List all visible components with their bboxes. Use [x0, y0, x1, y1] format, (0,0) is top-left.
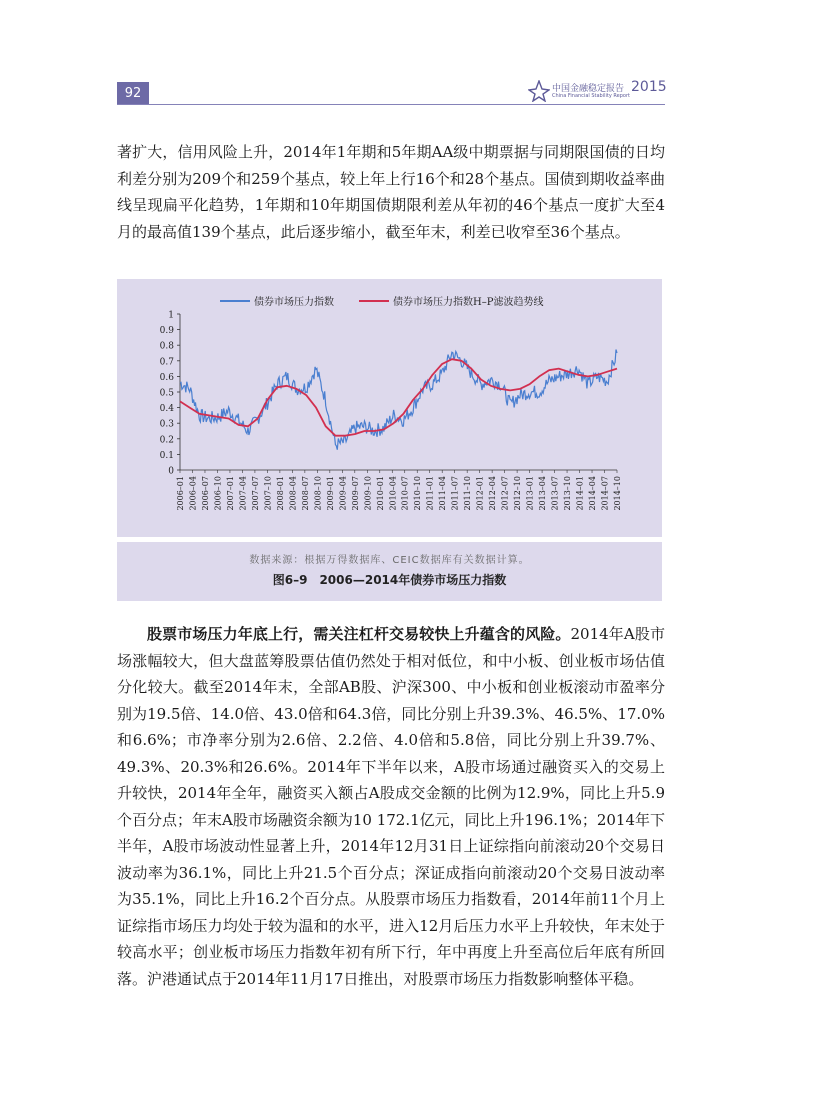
x-tick-label: 2014–01 — [575, 476, 585, 511]
x-tick-label: 2011–07 — [450, 476, 460, 511]
x-tick-label: 2010–01 — [375, 476, 385, 511]
x-tick-label: 2008–04 — [288, 476, 298, 511]
x-tick-label: 2009–04 — [338, 476, 348, 511]
chart-panel — [117, 279, 662, 537]
header-rule — [117, 104, 665, 105]
page-number: 92 — [117, 82, 149, 105]
x-tick-label: 2006–01 — [176, 476, 185, 511]
x-tick-label: 2007–01 — [225, 476, 235, 511]
y-tick-label: 0.6 — [159, 372, 174, 383]
x-tick-label: 2012–04 — [488, 476, 498, 511]
figure-title: 图6–9 2006—2014年债券市场压力指数 — [272, 573, 507, 587]
series-line-bond-stress-index — [180, 350, 617, 450]
figure-caption-panel — [117, 542, 662, 601]
x-tick-label: 2007–04 — [238, 476, 248, 511]
x-tick-label: 2010–04 — [388, 476, 398, 511]
y-tick-label: 0.2 — [159, 435, 174, 446]
x-tick-label: 2010–10 — [413, 476, 423, 511]
x-tick-label: 2013–07 — [550, 476, 560, 511]
x-tick-label: 2009–10 — [363, 476, 373, 511]
bond-stress-chart — [117, 279, 662, 537]
x-tick-label: 2013–01 — [525, 476, 535, 511]
x-tick-label: 2011–01 — [425, 476, 435, 511]
y-tick-label: 0.7 — [159, 357, 174, 368]
figure-source: 数据来源：根据万得数据库、CEIC数据库有关数据计算。 — [249, 555, 530, 566]
y-tick-label: 0.8 — [159, 341, 174, 352]
legend-label: 债券市场压力指数H–P滤波趋势线 — [393, 297, 544, 308]
x-tick-label: 2011–10 — [463, 476, 473, 511]
x-tick-label: 2008–01 — [275, 476, 285, 511]
x-tick-label: 2014–07 — [600, 476, 610, 511]
x-tick-label: 2012–07 — [500, 476, 510, 511]
y-tick-label: 0.4 — [159, 404, 174, 415]
report-logo-icon — [528, 80, 550, 102]
series-line-hp-trend — [180, 359, 617, 436]
y-tick-label: 0.3 — [159, 419, 174, 430]
x-tick-label: 2014–10 — [613, 476, 622, 511]
y-tick-label: 1 — [168, 310, 174, 321]
x-tick-label: 2006–07 — [200, 476, 210, 511]
paragraph-stock-market — [117, 621, 665, 992]
legend-label: 债券市场压力指数 — [254, 297, 334, 308]
report-year: 2015 — [631, 79, 667, 95]
report-title-en: China Financial Stability Report — [552, 93, 630, 99]
x-tick-label: 2006–04 — [188, 476, 198, 511]
x-tick-label: 2013–04 — [538, 476, 548, 511]
x-tick-label: 2007–10 — [263, 476, 273, 511]
x-tick-label: 2009–01 — [325, 476, 335, 511]
x-tick-label: 2009–07 — [350, 476, 360, 511]
paragraph-bond-spreads: 著扩大，信用风险上升，2014年1年期和5年期AA级中期票据与同期限国债的日均利差分别为209个和259个基点，较上年上行16个和28个基点。国债到期收益率曲线呈现扁平化趋势，1年期和10年期国债期限利差从年初的46个基点一度扩大至4月的最高值139个基点，此后逐步缩小，截至年末，利差已收窄至36个基点。 — [117, 143, 665, 241]
x-tick-label: 2012–01 — [475, 476, 485, 511]
x-tick-label: 2013–10 — [563, 476, 573, 511]
paragraph-lead-sentence: 股票市场压力年底上行，需关注杠杆交易较快上升蕴含的风险。 — [147, 625, 571, 643]
report-title-cn: 中国金融稳定报告 — [552, 84, 625, 94]
report-brand — [528, 80, 668, 104]
x-tick-label: 2008–07 — [300, 476, 310, 511]
x-tick-label: 2014–04 — [588, 476, 598, 511]
x-tick-label: 2010–07 — [400, 476, 410, 511]
x-tick-label: 2011–04 — [438, 476, 448, 511]
x-tick-label: 2012–10 — [513, 476, 523, 511]
y-tick-label: 0.5 — [159, 388, 174, 399]
y-tick-label: 0.9 — [159, 326, 174, 337]
x-tick-label: 2006–10 — [213, 476, 223, 511]
figure-bond-stress-index — [117, 279, 662, 601]
y-tick-label: 0.1 — [159, 450, 174, 461]
x-tick-label: 2007–07 — [250, 476, 260, 511]
paragraph-body: 2014年A股市场涨幅较大，但大盘蓝筹股票估值仍然处于相对低位，和中小板、创业板市场估值分化较大。截至2014年末，全部AB股、沪深300、中小板和创业板滚动市盈率分别为19.5倍、14.0倍、43.0倍和64.3倍，同比分别上升39.3%、46.5%、17.0%和6.6%；市净率分别为2.6倍、2.2倍、4.0倍和5.8倍，同比分别上升39.7%、49.3%、20.3%和26.6%。2014年下半年以来，A股市场通过融资买入的交易上升较快，2014年全年，融资买入额占A股成交金额的比例为12.9%，同比上升5.9个百分点；年末A股市场融资余额为10 172.1亿元，同比上升196.1%；2014年下半年，A股市场波动性显著上升，2014年12月31日上证综指向前滚动20个交易日波动率为36.1%，同比上升21.5个百分点；深证成指向前滚动20个交易日波动率为35.1%，同比上升16.2个百分点。从股票市场压力指数看，2014年前11个月上证综指市场压力均处于较为温和的水平，进入12月后压力水平上升较快，年末处于较高水平；创业板市场压力指数年初有所下行，年中再度上升至高位后年底有所回落。沪港通试点于2014年11月17日推出，对股票市场压力指数影响整体平稳。 — [117, 625, 666, 988]
y-tick-label: 0 — [168, 466, 174, 477]
x-tick-label: 2008–10 — [313, 476, 323, 511]
